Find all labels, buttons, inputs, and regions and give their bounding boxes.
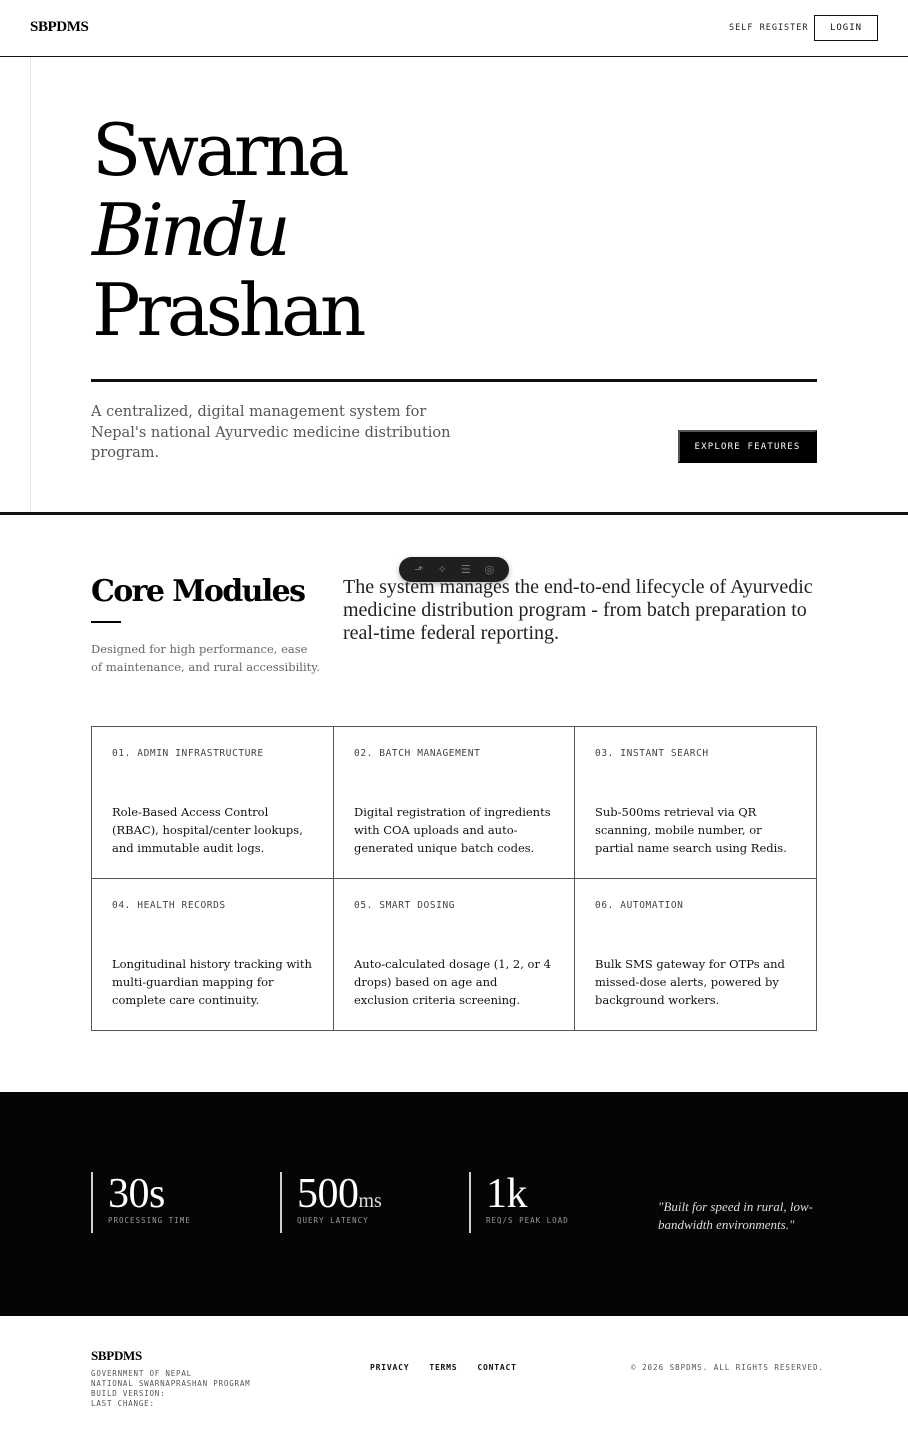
module-label: 03. INSTANT SEARCH [595, 748, 709, 759]
stat-peak-load [469, 1172, 569, 1233]
module-card-search [575, 727, 816, 879]
explore-features-button[interactable]: EXPLORE FEATURES [678, 430, 817, 463]
stat-value-row [297, 1172, 382, 1216]
module-label: 02. BATCH MANAGEMENT [354, 748, 481, 759]
module-label: 06. AUTOMATION [595, 900, 684, 911]
footer-meta-line: GOVERNMENT OF NEPAL [91, 1369, 192, 1378]
hero-title-line-1: Swarna [92, 108, 346, 192]
footer-link-contact[interactable]: CONTACT [477, 1363, 517, 1372]
settings-icon[interactable]: ◎ [484, 563, 495, 576]
cursor-icon[interactable]: ⬏ [414, 563, 424, 576]
core-modules-subtitle: Designed for high performance, ease of maintenance, and rural accessibility. [91, 642, 320, 674]
module-card-admin [92, 727, 334, 879]
stat-value-row [108, 1172, 191, 1216]
footer-meta-line: BUILD VERSION: [91, 1389, 166, 1398]
hero-left-rule [30, 57, 31, 513]
footer-meta-line: LAST CHANGE: [91, 1399, 155, 1408]
module-description: Digital registration of ingredients with COA uploads and auto-generated unique batch codes. [354, 805, 551, 855]
footer-links [370, 1363, 517, 1372]
hero-description: A centralized, digital management system for Nepal's national Ayurvedic medicine distribution program. [91, 404, 451, 461]
module-label: 05. SMART DOSING [354, 900, 456, 911]
hero-title [92, 110, 362, 350]
stat-value-row [486, 1172, 569, 1216]
module-label: 01. ADMIN INFRASTRUCTURE [112, 748, 264, 759]
core-title-underline [91, 621, 121, 623]
stat-processing-time [91, 1172, 191, 1233]
footer-meta-line: NATIONAL SWARNAPRASHAN PROGRAM [91, 1379, 251, 1388]
modules-grid [91, 726, 817, 1031]
stat-query-latency [280, 1172, 382, 1233]
inspect-list-icon[interactable]: ☰ [460, 563, 471, 576]
module-card-dosing [334, 879, 575, 1030]
stat-value: 1k [486, 1171, 527, 1217]
module-description: Bulk SMS gateway for OTPs and missed-dose alerts, powered by background workers. [595, 957, 785, 1007]
module-card-batch [334, 727, 575, 879]
footer-link-terms[interactable]: TERMS [429, 1363, 458, 1372]
footer-brand: SBPDMS [91, 1348, 142, 1363]
stat-label: PROCESSING TIME [108, 1216, 191, 1225]
hero-title-line-2: Bindu [92, 188, 287, 272]
stat-label: REQ/S PEAK LOAD [486, 1216, 569, 1225]
module-description: Role-Based Access Control (RBAC), hospital/center lookups, and immutable audit logs. [112, 805, 303, 855]
brand-logo[interactable]: SBPDMS [30, 19, 89, 35]
footer-link-privacy[interactable]: PRIVACY [370, 1363, 410, 1372]
footer-copyright: © 2026 SBPDMS. ALL RIGHTS RESERVED. [631, 1363, 825, 1372]
stat-label: QUERY LATENCY [297, 1216, 369, 1225]
self-register-link[interactable]: SELF REGISTER [729, 23, 809, 33]
core-modules-lead: The system manages the end-to-end lifecycle of Ayurvedic medicine distribution program - from batch preparation to real-time federal reporting. [343, 576, 813, 644]
module-description: Auto-calculated dosage (1, 2, or 4 drops) based on age and exclusion criteria screening. [354, 957, 551, 1007]
section-divider [0, 512, 908, 515]
magic-select-icon[interactable]: ✧ [437, 563, 447, 576]
module-label: 04. HEALTH RECORDS [112, 900, 226, 911]
stats-quote: "Built for speed in rural, low-bandwidth environments." [658, 1199, 813, 1232]
stat-unit: ms [358, 1190, 382, 1212]
hero-divider [91, 379, 817, 382]
module-description: Sub-500ms retrieval via QR scanning, mobile number, or partial name search using Redis. [595, 805, 787, 855]
stat-value: 30s [108, 1171, 165, 1217]
footer-meta [91, 1369, 250, 1409]
stat-value: 500 [297, 1171, 359, 1217]
module-card-automation [575, 879, 816, 1030]
module-description: Longitudinal history tracking with multi-guardian mapping for complete care continuity. [112, 957, 312, 1007]
hero-title-line-3: Prashan [92, 268, 363, 352]
login-button[interactable]: LOGIN [814, 15, 878, 41]
core-modules-title: Core Modules [91, 574, 305, 609]
module-card-health [92, 879, 334, 1030]
stats-band [0, 1092, 908, 1316]
top-header [0, 0, 908, 57]
